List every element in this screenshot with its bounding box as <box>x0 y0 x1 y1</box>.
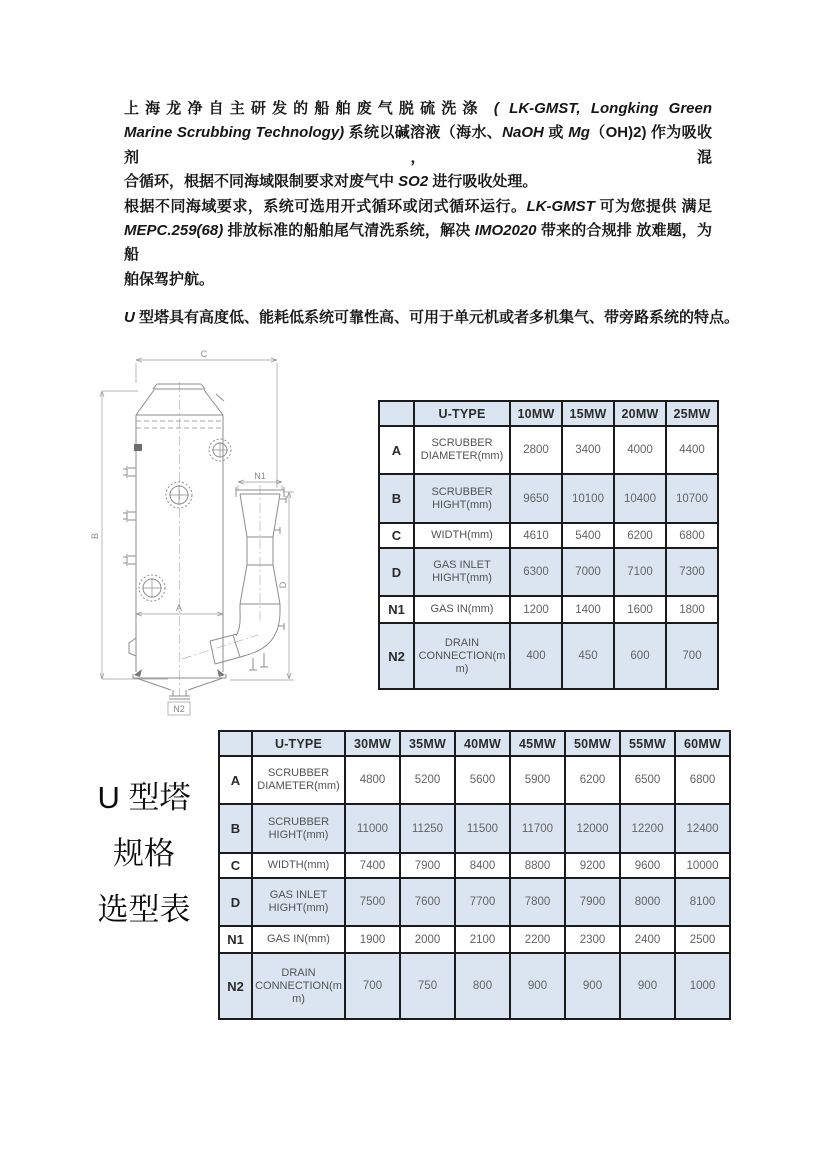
value-cell: 4000 <box>614 426 666 474</box>
value-cell: 4610 <box>510 523 562 548</box>
value-cell: 12200 <box>620 804 675 853</box>
table-header-cell <box>219 731 252 756</box>
row-label-cell: WIDTH(mm) <box>252 853 345 878</box>
spec-table-10-25mw <box>378 400 719 690</box>
value-cell: 900 <box>620 953 675 1019</box>
value-cell: 7000 <box>562 548 614 596</box>
dimension-b <box>100 391 168 679</box>
value-cell: 6800 <box>666 523 718 548</box>
weld-flag <box>134 669 142 677</box>
value-cell: 12000 <box>565 804 620 853</box>
value-cell: 2500 <box>675 926 730 953</box>
row-label-cell: SCRUBBER DIAMETER(mm) <box>414 426 510 474</box>
row-key-cell: A <box>219 756 252 804</box>
table-row <box>379 426 718 474</box>
row-label-cell: GAS INLET HIGHT(mm) <box>252 878 345 926</box>
value-cell: 6500 <box>620 756 675 804</box>
value-cell: 7900 <box>400 853 455 878</box>
value-cell: 4400 <box>666 426 718 474</box>
value-cell: 600 <box>614 623 666 689</box>
value-cell: 2300 <box>565 926 620 953</box>
dim-label-c: C <box>200 349 208 359</box>
value-cell: 450 <box>562 623 614 689</box>
elbow-legs <box>249 653 268 670</box>
side-caption-line: U 型塔 <box>97 780 191 815</box>
dim-label-n2: N2 <box>173 704 185 714</box>
value-cell: 10700 <box>666 474 718 523</box>
value-cell: 8400 <box>455 853 510 878</box>
table-row <box>219 756 730 804</box>
side-caption-line: 选型表 <box>97 892 191 927</box>
value-cell: 1000 <box>675 953 730 1019</box>
row-key-cell: C <box>379 523 414 548</box>
value-cell: 6800 <box>675 756 730 804</box>
value-cell: 8800 <box>510 853 565 878</box>
table-row <box>379 474 718 523</box>
value-cell: 7400 <box>345 853 400 878</box>
manhole-icon <box>209 439 231 461</box>
value-cell: 2400 <box>620 926 675 953</box>
scrubber-tower-drawing <box>90 338 375 723</box>
row-label-cell: SCRUBBER DIAMETER(mm) <box>252 756 345 804</box>
table-row <box>219 804 730 853</box>
dim-label-n1: N1 <box>254 471 266 481</box>
row-key-cell: N1 <box>379 596 414 623</box>
table-header-cell: 40MW <box>455 731 510 756</box>
intro-text <box>124 97 740 331</box>
value-cell: 5600 <box>455 756 510 804</box>
row-key-cell: D <box>379 548 414 596</box>
value-cell: 12400 <box>675 804 730 853</box>
table-header-cell: 50MW <box>565 731 620 756</box>
nozzle-icon <box>280 496 286 503</box>
value-cell: 5200 <box>400 756 455 804</box>
table-row <box>219 926 730 953</box>
text-line: 舶保驾护航。 <box>124 270 215 288</box>
nozzle-icon <box>123 554 136 566</box>
row-label-cell: SCRUBBER HIGHT(mm) <box>414 474 510 523</box>
value-cell: 11500 <box>455 804 510 853</box>
body-paragraph <box>124 97 712 195</box>
table-header-cell: 30MW <box>345 731 400 756</box>
value-cell: 7700 <box>455 878 510 926</box>
value-cell: 400 <box>510 623 562 689</box>
row-key-cell: B <box>219 804 252 853</box>
value-cell: 750 <box>400 953 455 1019</box>
value-cell: 700 <box>345 953 400 1019</box>
value-cell: 2200 <box>510 926 565 953</box>
value-cell: 5900 <box>510 756 565 804</box>
table-header-cell: U-TYPE <box>414 401 510 426</box>
manhole-icon <box>139 575 165 601</box>
text-line: MEPC.259(68) 排放标准的船舶尾气清洗系统，解决 IMO2020 带来的合规排 放难题，为船 <box>124 222 712 264</box>
value-cell: 700 <box>666 623 718 689</box>
row-label-cell: GAS INLET HIGHT(mm) <box>414 548 510 596</box>
value-cell: 1900 <box>345 926 400 953</box>
value-cell: 1600 <box>614 596 666 623</box>
text-line: 根据不同海域要求，系统可选用开式循环或闭式循环运行。LK-GMST 可为您提供 满足 <box>124 197 712 215</box>
value-cell: 1800 <box>666 596 718 623</box>
nozzle-icon <box>123 510 136 522</box>
value-cell: 7600 <box>400 878 455 926</box>
table-row <box>379 523 718 548</box>
row-key-cell: A <box>379 426 414 474</box>
value-cell: 4800 <box>345 756 400 804</box>
table-row <box>379 596 718 623</box>
value-cell: 7100 <box>614 548 666 596</box>
manhole-icon <box>166 482 192 508</box>
table-header-cell: U-TYPE <box>252 731 345 756</box>
side-caption-line: 规格 <box>113 836 175 871</box>
table-row <box>219 853 730 878</box>
table-header-cell <box>379 401 414 426</box>
value-cell: 2100 <box>455 926 510 953</box>
nozzle-icon <box>123 466 136 478</box>
dimension-c <box>136 358 277 488</box>
weld-flag <box>217 669 225 677</box>
value-cell: 11700 <box>510 804 565 853</box>
value-cell: 1400 <box>562 596 614 623</box>
gas-inlet-duct <box>210 487 286 670</box>
row-key-cell: N2 <box>379 623 414 689</box>
value-cell: 9600 <box>620 853 675 878</box>
row-key-cell: N1 <box>219 926 252 953</box>
body-paragraph <box>124 195 712 293</box>
value-cell: 800 <box>455 953 510 1019</box>
row-label-cell: DRAIN CONNECTION(mm) <box>252 953 345 1019</box>
body-paragraph <box>124 306 740 330</box>
value-cell: 5400 <box>562 523 614 548</box>
dim-label-b: B <box>90 532 100 540</box>
value-cell: 6200 <box>565 756 620 804</box>
row-key-cell: C <box>219 853 252 878</box>
value-cell: 1200 <box>510 596 562 623</box>
value-cell: 2800 <box>510 426 562 474</box>
value-cell: 6300 <box>510 548 562 596</box>
value-cell: 3400 <box>562 426 614 474</box>
table-header-cell: 20MW <box>614 401 666 426</box>
support-bracket <box>129 638 136 656</box>
row-label-cell: GAS IN(mm) <box>414 596 510 623</box>
text-line: Marine Scrubbing Technology) 系统以碱溶液（海水、NaOH 或 Mg（OH)2) 作为吸收剂，混 <box>124 124 712 166</box>
value-cell: 7300 <box>666 548 718 596</box>
value-cell: 7900 <box>565 878 620 926</box>
value-cell: 8000 <box>620 878 675 926</box>
table-header-cell: 55MW <box>620 731 675 756</box>
value-cell: 8100 <box>675 878 730 926</box>
text-line: 上海龙净自主研发的船舶废气脱硫洗涤 ( LK-GMST, Longking Green <box>124 100 712 117</box>
row-key-cell: D <box>219 878 252 926</box>
value-cell: 11000 <box>345 804 400 853</box>
dim-label-d: D <box>278 581 288 589</box>
value-cell: 6200 <box>614 523 666 548</box>
value-cell: 10400 <box>614 474 666 523</box>
value-cell: 7800 <box>510 878 565 926</box>
value-cell: 11250 <box>400 804 455 853</box>
value-cell: 900 <box>565 953 620 1019</box>
table-row <box>219 878 730 926</box>
table-row <box>219 953 730 1019</box>
centerlines <box>180 382 261 696</box>
value-cell: 10100 <box>562 474 614 523</box>
table-header-cell: 35MW <box>400 731 455 756</box>
value-cell: 900 <box>510 953 565 1019</box>
row-label-cell: GAS IN(mm) <box>252 926 345 953</box>
table-row <box>379 623 718 689</box>
table-header-cell: 60MW <box>675 731 730 756</box>
row-label-cell: WIDTH(mm) <box>414 523 510 548</box>
value-cell: 7500 <box>345 878 400 926</box>
table-header-cell: 45MW <box>510 731 565 756</box>
row-label-cell: SCRUBBER HIGHT(mm) <box>252 804 345 853</box>
table-header-row <box>379 401 718 426</box>
value-cell: 2000 <box>400 926 455 953</box>
row-label-cell: DRAIN CONNECTION(mm) <box>414 623 510 689</box>
side-caption <box>46 770 242 938</box>
table-header-row <box>219 731 730 756</box>
text-line: 合循环，根据不同海域限制要求对废气中 SO2 进行吸收处理。 <box>124 173 538 191</box>
value-cell: 9200 <box>565 853 620 878</box>
row-key-cell: B <box>379 474 414 523</box>
table-header-cell: 25MW <box>666 401 718 426</box>
value-cell: 9650 <box>510 474 562 523</box>
nozzle-icon <box>134 444 142 451</box>
table-header-cell: 10MW <box>510 401 562 426</box>
table-row <box>379 548 718 596</box>
text-line: U 型塔具有高度低、能耗低系统可靠性高、可用于单元机或者多机集气、带旁路系统的特点。 <box>124 309 740 327</box>
spec-table-30-60mw <box>218 730 731 1020</box>
value-cell: 10000 <box>675 853 730 878</box>
dim-label-a: A <box>175 603 183 613</box>
table-header-cell: 15MW <box>562 401 614 426</box>
row-key-cell: N2 <box>219 953 252 1019</box>
